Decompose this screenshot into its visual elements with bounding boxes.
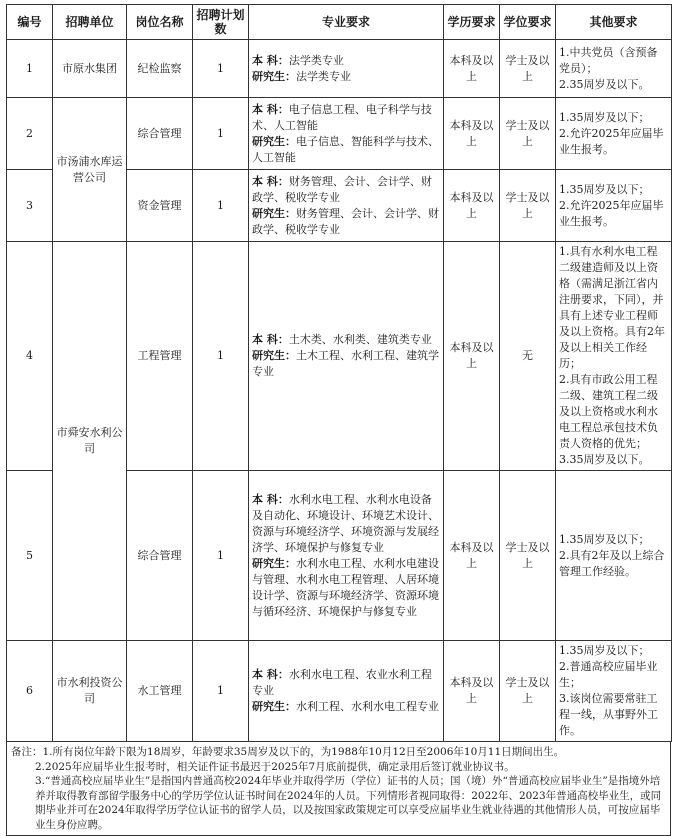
footer-note-text: 1.所有岗位年龄下限为18周岁，年龄要求35周岁及以下的，为1988年10月12日至2006年10月11日期间出生。 (42, 746, 565, 758)
cell-post: 工程管理 (127, 242, 193, 471)
major-text: 水利工程、水利水电工程专业 (296, 700, 439, 713)
header-row (7, 5, 672, 40)
cell-no: 3 (7, 170, 53, 242)
cell-edu: 本科及以上 (444, 98, 500, 170)
cell-edu: 本科及以上 (444, 40, 500, 98)
cell-other (556, 40, 672, 98)
major-text: 电子信息工程、电子科学与技术、人工智能 (252, 102, 432, 132)
footer-notes (6, 742, 671, 836)
other-line: 3.35周岁及以下。 (559, 453, 650, 466)
major-text: 电子信息、智能科学与技术、人工智能 (252, 134, 439, 164)
other-line: 1.35周岁及以下； (559, 532, 650, 546)
other-line: 2.35周岁及以下。 (559, 77, 650, 91)
major-text: 水利水电工程、水利水电设备及自动化、环境设计、环境艺术设计、资源与环境经济学、环境资源与发展经济学、环境保护与修复专业 (252, 492, 439, 554)
other-line: 1.具有水利水电工程二级建造师及以上资格（需满足浙江省内注册要求，下同），并具有上述专业工程师及以上资格。具有2年及以上相关工作经历； (559, 245, 665, 370)
major-text: 财务管理、会计、会计学、财政学、税收学专业 (252, 206, 439, 236)
cell-other (556, 170, 672, 242)
cell-major (249, 242, 444, 471)
cell-post: 资金管理 (127, 170, 193, 242)
table-row (7, 242, 672, 471)
other-line: 1.35周岁及以下； (559, 182, 650, 196)
other-line: 2.允许2025年应届毕业生报考。 (559, 198, 664, 228)
major-label: 本 科： (252, 174, 289, 188)
cell-unit: 市原水集团 (53, 40, 127, 98)
cell-major (249, 40, 444, 98)
major-label: 本 科： (252, 668, 289, 681)
cell-degree: 学士及以上 (500, 98, 556, 170)
cell-count: 1 (193, 242, 249, 471)
cell-unit: 市汤浦水库运营公司 (53, 98, 127, 242)
footer-note: 2.2025年应届毕业生报考时，相关证件证书最迟于2025年7月底前提供，确定录用后签订就业协议书。 (35, 760, 515, 773)
cell-count: 1 (193, 170, 249, 242)
cell-count: 1 (193, 40, 249, 98)
cell-other (556, 641, 672, 742)
cell-count: 1 (193, 471, 249, 641)
major-text: 法学类专业 (288, 53, 344, 67)
cell-post: 纪检监察 (127, 40, 193, 98)
header-edu: 学历要求 (444, 5, 500, 40)
table-row (7, 40, 672, 98)
other-line: 1.35周岁及以下； (559, 644, 650, 657)
header-unit: 招聘单位 (53, 5, 127, 40)
other-line: 2.允许2025年应届毕业生报考。 (559, 126, 664, 156)
cell-unit: 市水利投资公司 (53, 641, 127, 742)
cell-degree: 学士及以上 (500, 641, 556, 742)
cell-degree: 学士及以上 (500, 170, 556, 242)
other-line: 2.普通高校应届毕业生； (559, 660, 658, 689)
header-other: 其他要求 (556, 5, 672, 40)
cell-degree: 学士及以上 (500, 40, 556, 98)
header-degree: 学位要求 (500, 5, 556, 40)
header-major: 专业要求 (249, 5, 444, 40)
cell-unit: 市舜安水利公司 (53, 242, 127, 641)
cell-no: 4 (7, 242, 53, 471)
other-line: 1.35周岁及以下； (559, 110, 650, 124)
major-label: 研究生： (252, 134, 296, 148)
major-text: 土木工程、水利工程、建筑学专业 (252, 349, 439, 378)
cell-other (556, 471, 672, 641)
major-text: 财务管理、会计、会计学、财政学、税收学专业 (252, 174, 432, 204)
major-label: 研究生： (252, 556, 296, 570)
cell-post: 综合管理 (127, 471, 193, 641)
major-label: 本 科： (252, 102, 289, 116)
major-label: 研究生： (252, 206, 296, 220)
major-label: 研究生： (252, 349, 296, 362)
cell-post: 综合管理 (127, 98, 193, 170)
major-text: 水利水电工程、农业水利工程专业 (252, 668, 432, 697)
cell-major (249, 641, 444, 742)
other-line: 1.中共党员（含预备党员）； (559, 45, 658, 75)
major-label: 研究生： (252, 69, 296, 83)
header-post: 岗位名称 (127, 5, 193, 40)
major-label: 研究生： (252, 700, 296, 713)
cell-major (249, 98, 444, 170)
footer-note: 3.“普通高校应届毕业生”是指国内普通高校2024年毕业并取得学历（学位）证书的人员；国（境）外“普通高校应届毕业生”是指境外培养并取得教育部留学服务中心的学历学位认证书时间在2024年的人员。下列情形者视同取得：2022年、2023年普通高校毕业生，或同期毕业并可在2024年取得学历学位认证书的留学人员，以及按国家政策规定可以享受应届毕业生就业待遇的其他情形人员，可按应届毕业生身份应聘。 (35, 775, 662, 831)
header-count: 招聘计划数 (193, 5, 249, 40)
cell-no: 1 (7, 40, 53, 98)
cell-major (249, 471, 444, 641)
table-row (7, 98, 672, 170)
major-text: 土木类、水利类、建筑类专业 (288, 333, 432, 346)
major-text: 水利水电工程、水利水电建设与管理、水利水电工程管理、人居环境设计学、资源与环境经济学、资源环境与循环经济、环境保护与修复专业 (252, 556, 439, 618)
cell-other (556, 98, 672, 170)
other-line: 2.具有2年及以上综合管理工作经验。 (559, 548, 665, 578)
cell-degree: 无 (500, 242, 556, 471)
footer-note (11, 745, 666, 760)
cell-post: 水工管理 (127, 641, 193, 742)
recruitment-table (6, 4, 672, 742)
cell-edu: 本科及以上 (444, 242, 500, 471)
other-line: 2.具有市政公用工程二级、建筑工程二级及以上资格或水利水电工程总承包技术负责人资格的优先； (559, 373, 658, 450)
major-label: 本 科： (252, 53, 289, 67)
table-row (7, 641, 672, 742)
header-no: 编号 (7, 5, 53, 40)
cell-count: 1 (193, 98, 249, 170)
cell-other (556, 242, 672, 471)
other-line: 3.该岗位需要常驻工程一线，从事野外工作。 (559, 692, 658, 737)
major-label: 本 科： (252, 333, 289, 346)
cell-major (249, 170, 444, 242)
cell-degree: 学士及以上 (500, 471, 556, 641)
cell-edu: 本科及以上 (444, 170, 500, 242)
cell-edu: 本科及以上 (444, 471, 500, 641)
footer-label: 备注： (11, 746, 43, 758)
cell-no: 5 (7, 471, 53, 641)
cell-no: 6 (7, 641, 53, 742)
cell-edu: 本科及以上 (444, 641, 500, 742)
major-text: 法学类专业 (296, 69, 351, 83)
cell-count: 1 (193, 641, 249, 742)
major-label: 本 科： (252, 492, 289, 506)
cell-no: 2 (7, 98, 53, 170)
